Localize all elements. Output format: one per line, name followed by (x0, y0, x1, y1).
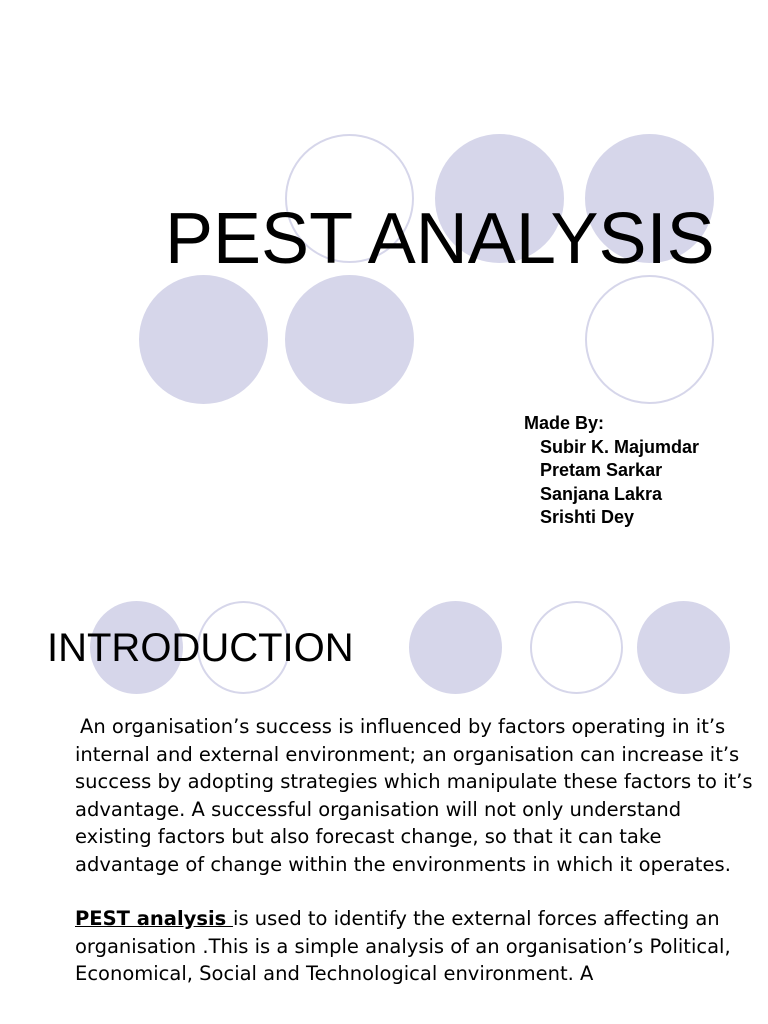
decorative-circle-outline (530, 601, 623, 694)
section-heading: INTRODUCTION (47, 626, 354, 670)
decorative-circle-filled (409, 601, 502, 694)
author-name: Subir K. Majumdar (540, 436, 700, 457)
introduction-slide (0, 576, 768, 1024)
decorative-circle-filled (637, 601, 730, 694)
author-name: Sanjana Lakra (540, 483, 663, 504)
decorative-circle-filled (139, 275, 268, 404)
author-list (524, 436, 699, 530)
pest-definition-paragraph (75, 905, 755, 988)
decorative-circle-outline (585, 275, 714, 404)
slide-title: PEST ANALYSIS (165, 199, 715, 279)
introduction-paragraph: An organisation’s success is influenced by factors operating in it’s internal and external environment; an organisation can increase it’s success by adopting strategies which manipulate these factors to it’s advantage. A successful organisation will not only understand existing factors but also forecast change, so that it can take advantage of change within the environments in which it operates. (75, 715, 753, 876)
pest-definition-text: is used to identify the external forces affecting an organisation .This is a simple analysis of an organisation’s Political, Economical, Social and Technological environment. A (75, 907, 731, 985)
pest-analysis-term: PEST analysis (75, 907, 234, 930)
author-name: Pretam Sarkar (540, 460, 663, 480)
decorative-circle-filled (285, 275, 414, 404)
authors-block (524, 412, 699, 530)
made-by-label: Made By: (524, 413, 605, 433)
body-text (75, 713, 755, 988)
author-name: Srishti Dey (540, 507, 635, 527)
